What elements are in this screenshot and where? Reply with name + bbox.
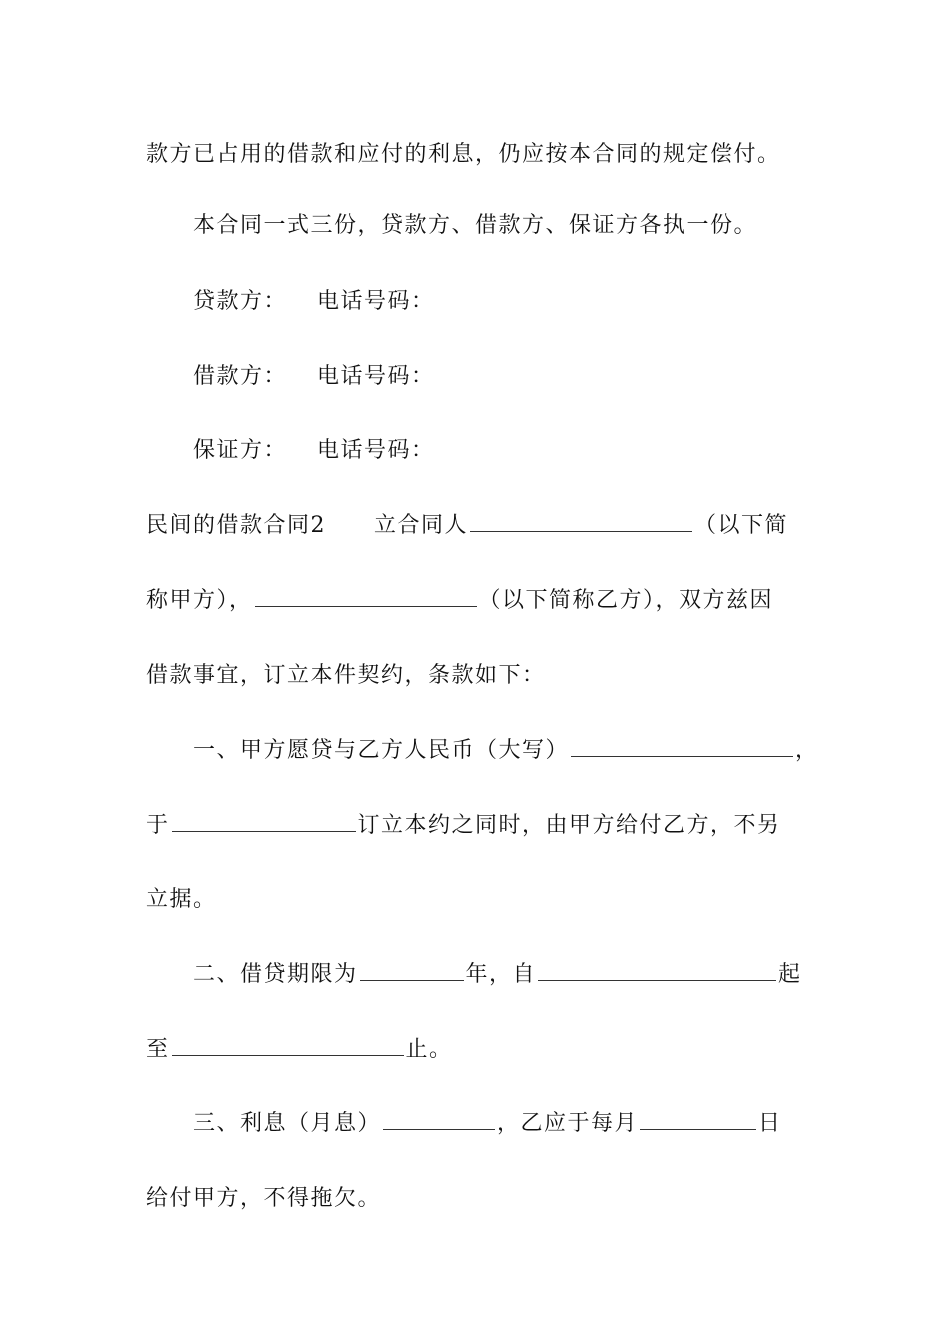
blank-line bbox=[640, 1109, 756, 1130]
clause-two-line bbox=[193, 960, 810, 990]
text-segment: 订立本约之同时，由甲方给付乙方，不另 bbox=[357, 813, 781, 838]
paragraph-line bbox=[146, 661, 810, 691]
blank-line bbox=[172, 1035, 404, 1056]
paragraph-line bbox=[146, 586, 810, 616]
lender-label: 贷款方： bbox=[193, 289, 288, 314]
text-segment: 称甲方）， bbox=[146, 588, 253, 613]
text-segment: 至 bbox=[146, 1037, 170, 1062]
blank-line bbox=[172, 811, 356, 832]
blank-line bbox=[571, 736, 793, 757]
text-segment: 日 bbox=[758, 1111, 782, 1136]
blank-line bbox=[255, 586, 477, 607]
text-segment: （以下简 bbox=[694, 513, 789, 538]
paragraph-line bbox=[146, 1035, 810, 1065]
signature-lender bbox=[193, 287, 810, 317]
blank-line bbox=[383, 1109, 495, 1130]
paragraph-copies bbox=[193, 211, 810, 241]
paragraph-line bbox=[146, 1184, 810, 1214]
text-segment: 二、借贷期限为 bbox=[193, 962, 358, 987]
text-segment: 给付甲方，不得拖欠。 bbox=[146, 1186, 382, 1211]
paragraph-line bbox=[146, 140, 810, 170]
blank-line bbox=[360, 960, 464, 981]
signature-borrower bbox=[193, 362, 810, 392]
text-segment: 一、甲方愿贷与乙方人民币（大写） bbox=[193, 738, 570, 763]
phone-label: 电话号码： bbox=[317, 438, 435, 463]
text-segment: 三、利息（月息） bbox=[193, 1111, 382, 1136]
signature-guarantor bbox=[193, 436, 810, 466]
text-segment: 止。 bbox=[405, 1037, 453, 1062]
text-segment: 起 bbox=[778, 962, 802, 987]
text-segment: 款方已占用的借款和应付的利息，仍应按本合同的规定偿付。 bbox=[146, 142, 781, 167]
text-segment: （以下简称乙方），双方兹因 bbox=[478, 588, 774, 613]
text-segment: 本合同一式三份，贷款方、借款方、保证方各执一份。 bbox=[193, 213, 758, 238]
text-segment: 于 bbox=[146, 813, 170, 838]
paragraph-line bbox=[146, 811, 810, 841]
phone-label: 电话号码： bbox=[317, 289, 435, 314]
contract-title: 民间的借款合同2 bbox=[146, 513, 326, 538]
guarantor-label: 保证方： bbox=[193, 438, 288, 463]
text-segment: 立据。 bbox=[146, 887, 217, 912]
clause-one-line bbox=[193, 736, 819, 766]
text-segment: 年，自 bbox=[465, 962, 537, 987]
text-segment: ， bbox=[795, 738, 819, 763]
contract-title-line bbox=[146, 511, 810, 541]
text-segment: 立合同人 bbox=[374, 513, 469, 538]
text-segment: 借款事宜，订立本件契约，条款如下： bbox=[146, 663, 546, 688]
clause-three-line bbox=[193, 1109, 810, 1139]
blank-line bbox=[538, 960, 776, 981]
phone-label: 电话号码： bbox=[317, 364, 435, 389]
borrower-label: 借款方： bbox=[193, 364, 288, 389]
text-segment: ，乙应于每月 bbox=[497, 1111, 639, 1136]
paragraph-line bbox=[146, 885, 810, 915]
blank-line bbox=[470, 511, 692, 532]
